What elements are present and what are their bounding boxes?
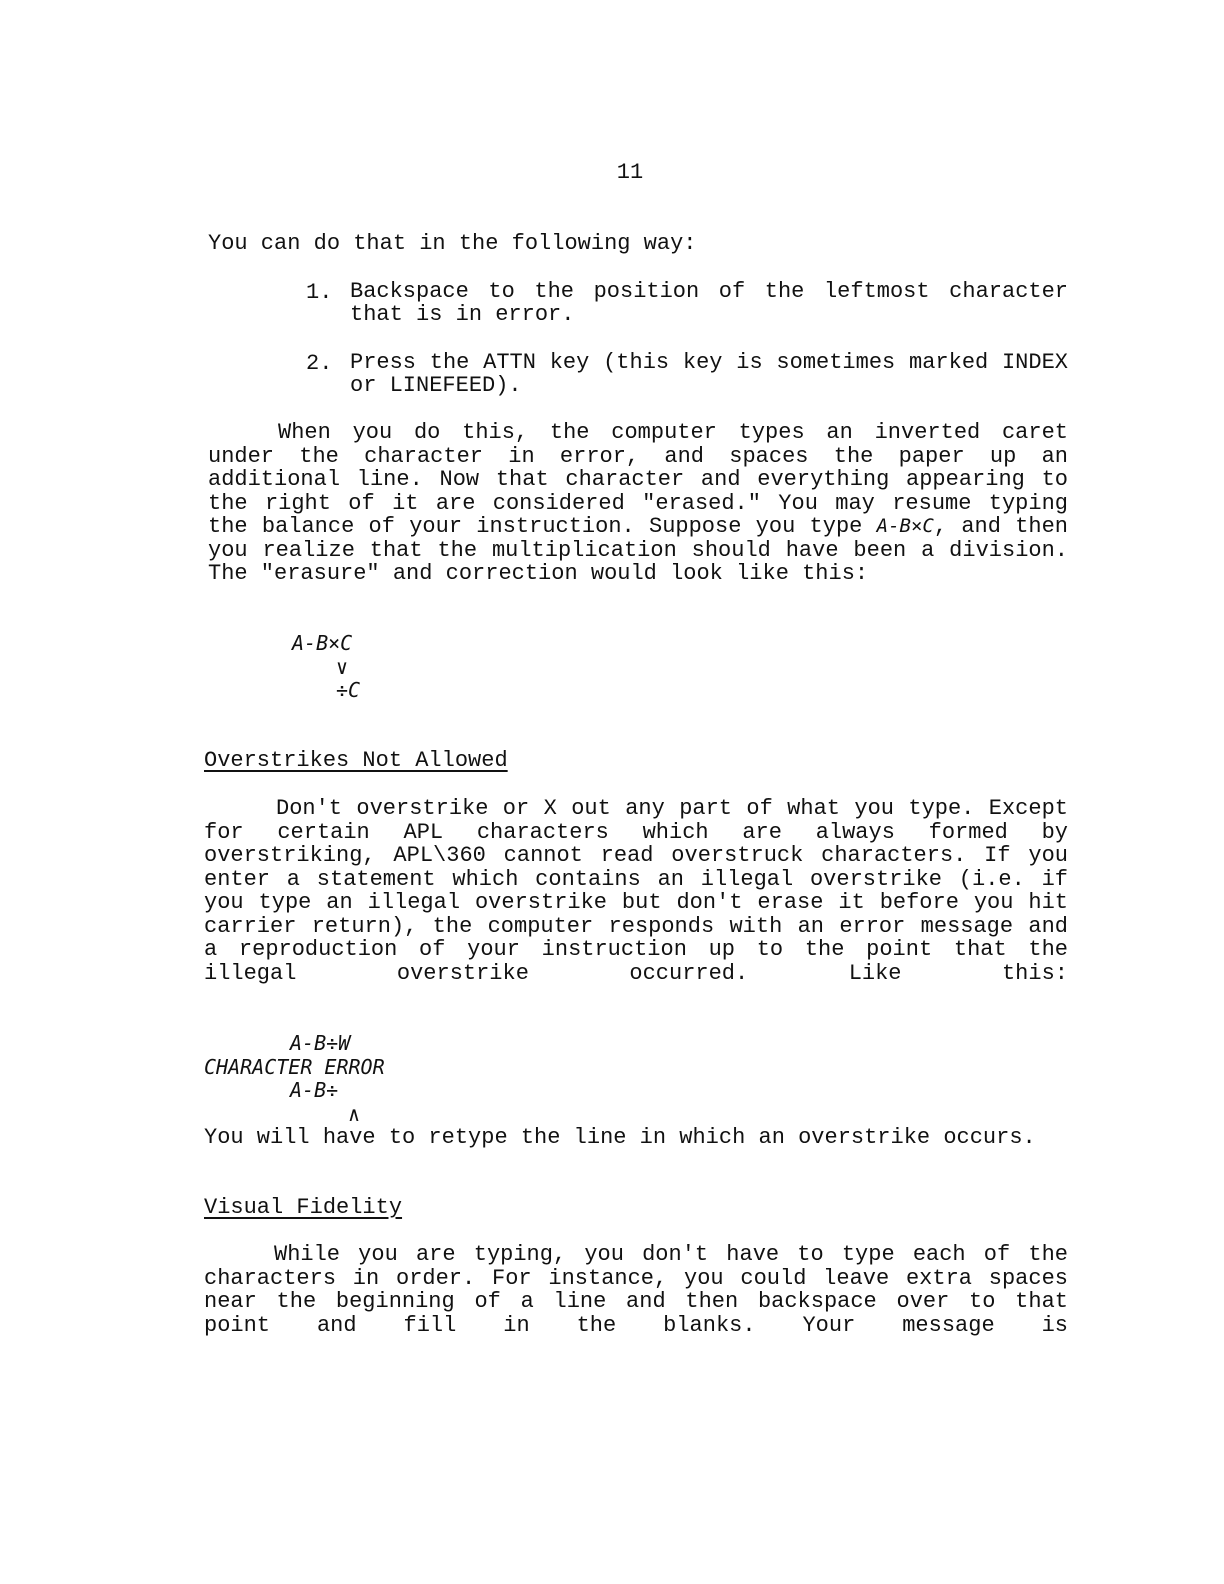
list-number: 2. — [306, 351, 333, 376]
page-number: 11 — [616, 160, 644, 185]
section-heading-visual-fidelity: Visual Fidelity — [204, 1195, 403, 1220]
erase-paragraph — [208, 421, 1068, 586]
visual-fidelity-paragraph: While you are typing, you don't have to type each of the characters in order. For instance, you could leave extra spaces near the beginning of a line and then backspace over to that point and fill in the blanks. Your message is — [204, 1242, 1068, 1338]
inverted-caret: ∨ — [336, 655, 349, 679]
example-correction: ÷C — [336, 678, 361, 702]
overstrikes-after-text: You will have to retype the line in which an overstrike occurs. — [204, 1125, 1036, 1150]
overstrike-example-reproduction: A-B÷ — [290, 1078, 339, 1102]
paragraph-text: When you do this, the computer types an inverted caret under the character in error, and spaces the paper up an additional line. Now that character and everything appearing to the right of it are considered "erased." You may resume typing the balance of your instruction. Suppose you type — [208, 420, 1068, 539]
list-item-text: Press the ATTN key (this key is sometimes marked INDEX or LINEFEED). — [350, 350, 1068, 398]
section-heading-overstrikes: Overstrikes Not Allowed — [204, 748, 508, 773]
paragraph-text: , and then you realize that the multiplication should have been a division. The "erasure" and correction would look like this: — [208, 514, 1068, 586]
intro-text: You can do that in the following way: — [208, 231, 697, 256]
overstrikes-paragraph: Don't overstrike or X out any part of what you type. Except for certain APL characters which are always formed by overstriking, APL\360 cannot read overstruck characters. If you enter a statement which contains an illegal overstrike (i.e. if you type an illegal overstrike but don't erase it before you hit carrier return), the computer responds with an error message and a reproduction of your instruction up to the point that the illegal overstrike occurred. Like this: — [204, 796, 1068, 986]
inline-apl-expression: A-B×C — [876, 515, 934, 537]
caret-marker: ∧ — [348, 1102, 361, 1126]
list-item-text: Backspace to the position of the leftmost character that is in error. — [350, 279, 1068, 327]
overstrike-example-input: A-B÷W — [290, 1031, 351, 1055]
character-error-message: CHARACTER ERROR — [204, 1055, 385, 1079]
list-number: 1. — [306, 280, 333, 305]
example-expression: A-B×C — [292, 631, 353, 655]
